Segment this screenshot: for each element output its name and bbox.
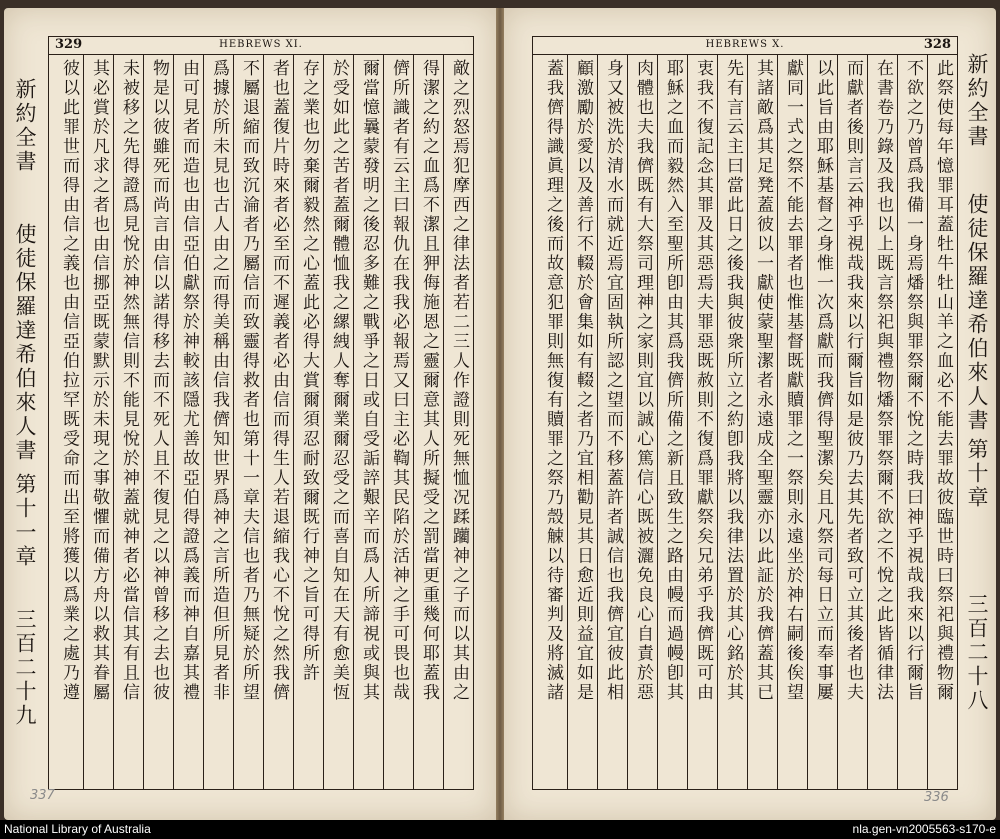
left-pencil-note: 337 [30, 788, 55, 803]
text-column: 衷我不復記念其罪及其惡焉夫罪惡既赦則不復爲罪獻祭矣兄弟乎我儕既可由 [693, 59, 713, 703]
left-side-chapter: 第十一章 [13, 473, 37, 569]
right-side-book: 使徒保羅達希伯來人書 [965, 193, 989, 433]
text-column: 肉體也夫我儕既有大祭司理神之家則宜以誠心篤信心既被灑免良心自責於惡 [633, 59, 653, 703]
right-text-frame [532, 36, 958, 790]
text-column: 其諸敵爲其足凳蓋彼以一獻使蒙聖潔者永遠成全聖靈亦以此証於我儕蓋其已 [753, 59, 773, 703]
right-running-head: HEBREWS X. [705, 39, 785, 50]
text-column: 獻同一式之祭不能去罪者也惟基督既獻贖罪之一祭則永遠坐於神右嗣後俟望 [783, 59, 803, 703]
column-rule [113, 55, 114, 789]
footer-left-credit: National Library of Australia [4, 822, 151, 836]
text-column: 顧激勵於愛以及善行不輟於會集如有輟之者乃宜相勸見其日愈近則益宜如是 [573, 59, 593, 703]
text-column: 蓋我儕得識眞理之後而故意犯罪則無復有贖罪之祭乃殼觫以待審判及將滅諸 [543, 59, 563, 703]
left-side-page-cn: 三百二十九 [13, 608, 37, 728]
text-column: 得潔之約之血爲不潔且狎侮施恩之靈爾意其人所擬受之罰當更重幾何耶蓋我 [419, 59, 439, 703]
text-column: 敵之烈怒焉犯摩西之律法者若二三人作證則死無恤况蹂躪神之子而以其由之 [449, 59, 469, 703]
text-column: 存之業也勿棄爾毅然之心蓋此必得大賞爾須忍耐致爾既行神之旨可得所許 [299, 59, 319, 683]
right-running-header [533, 36, 957, 55]
right-page [504, 8, 996, 820]
right-side-title: 新約全書 [965, 53, 989, 149]
text-column: 爾當憶曩蒙發明之後忍多難之戰爭之日或自受詬誶艱辛而爲人所諦視或與其 [359, 59, 379, 703]
column-rule [807, 55, 808, 789]
column-rule [837, 55, 838, 789]
text-column: 彼以此罪世而得由信之義也由信亞伯拉罕既受命而出至將獲以爲業之處乃遵 [59, 59, 79, 703]
right-side-page-cn: 三百二十八 [965, 593, 989, 713]
text-column: 而獻者後則言云神乎視哉我來以行爾旨如是彼乃去其先者致可立其後者也夫 [843, 59, 863, 703]
text-column: 於受如此之苦者蓋爾體恤我之縲絏人奪爾業爾忍受之而喜自知在天有愈美恆 [329, 59, 349, 703]
text-column: 耶穌之血而毅然入至聖所卽由其爲我儕所備之新且致生之路由幔而過幔卽其 [663, 59, 683, 703]
text-column: 未被移之先得證爲見悅於神然無信則不能見悅於神蓋就神者必當信其有且信 [119, 59, 139, 703]
left-page-number: 329 [55, 37, 83, 52]
text-column: 身又被洗於清水而就近焉宜固執所認之望而不移蓋許者誠信也我儕宜彼此相 [603, 59, 623, 703]
column-rule [717, 55, 718, 789]
column-rule [777, 55, 778, 789]
left-side-title: 新約全書 [13, 78, 37, 174]
text-column: 以此旨由耶穌基督之身惟一次爲獻而我儕得聖潔矣且凡祭司每日立而奉事屢 [813, 59, 833, 703]
text-column: 其必賞於凡求之者也由信挪亞既蒙默示於未現之事敬懼而備方舟以救其眷屬 [89, 59, 109, 703]
right-pencil-note: 336 [924, 790, 949, 805]
column-rule [353, 55, 354, 789]
column-rule [657, 55, 658, 789]
left-running-head: HEBREWS XI. [219, 39, 303, 50]
column-rule [567, 55, 568, 789]
column-rule [627, 55, 628, 789]
text-column: 由可見者而造也由信亞伯獻祭於神較該隱尤善故亞伯得證爲義而神自嘉其禮 [179, 59, 199, 703]
text-column: 此祭使每年憶罪耳蓋牡牛牡山羊之血必不能去罪故彼臨世時曰祭祀與禮物爾 [933, 59, 953, 703]
column-rule [597, 55, 598, 789]
column-rule [143, 55, 144, 789]
column-rule [747, 55, 748, 789]
column-rule [897, 55, 898, 789]
text-column: 爲據於所未見也古人由之而得美稱由信我儕知世界爲神之言所造但所見者非 [209, 59, 229, 703]
column-rule [173, 55, 174, 789]
column-rule [263, 55, 264, 789]
left-running-header [49, 36, 473, 55]
left-side-book: 使徒保羅達希伯來人書 [13, 223, 37, 463]
column-rule [867, 55, 868, 789]
column-rule [203, 55, 204, 789]
column-rule [293, 55, 294, 789]
left-page [4, 8, 496, 820]
column-rule [233, 55, 234, 789]
right-page-number: 328 [923, 37, 951, 52]
column-rule [83, 55, 84, 789]
column-rule [687, 55, 688, 789]
left-text-frame [48, 36, 474, 790]
column-rule [443, 55, 444, 789]
column-rule [383, 55, 384, 789]
column-rule [323, 55, 324, 789]
column-rule [413, 55, 414, 789]
footer-right-credit: nla.gen-vn2005563-s170-e [852, 822, 996, 836]
text-column: 先有言云主曰當此日之後我與彼衆所立之約卽我將以我律法置於其心銘於其 [723, 59, 743, 703]
text-column: 不欲之乃曾爲我備一身焉燔祭與罪祭爾不悅之時我曰神乎視哉我來以行爾旨 [903, 59, 923, 703]
column-rule [927, 55, 928, 789]
text-column: 者也蓋復片時來者必至而不遲義者必由信而得生人若退縮我心不悅之然我儕 [269, 59, 289, 703]
archive-footer [0, 820, 1000, 839]
text-column: 物是以彼雖死而尚言由信以諾得移去而不死人且不復見之以神曾移之去也彼 [149, 59, 169, 703]
text-column: 不屬退縮而致沉淪者乃屬信而致靈得救者也第十一章夫信也者乃無疑於所望 [239, 59, 259, 703]
text-column: 在書卷乃錄及我也以上既言祭祀與禮物燔祭罪祭爾不欲之不悅之此皆循律法 [873, 59, 893, 703]
text-column: 儕所識者有云主曰報仇在我我必報焉又曰主必鞫其民陷於活神之手可畏也哉 [389, 59, 409, 703]
right-side-chapter: 第十章 [965, 438, 989, 510]
